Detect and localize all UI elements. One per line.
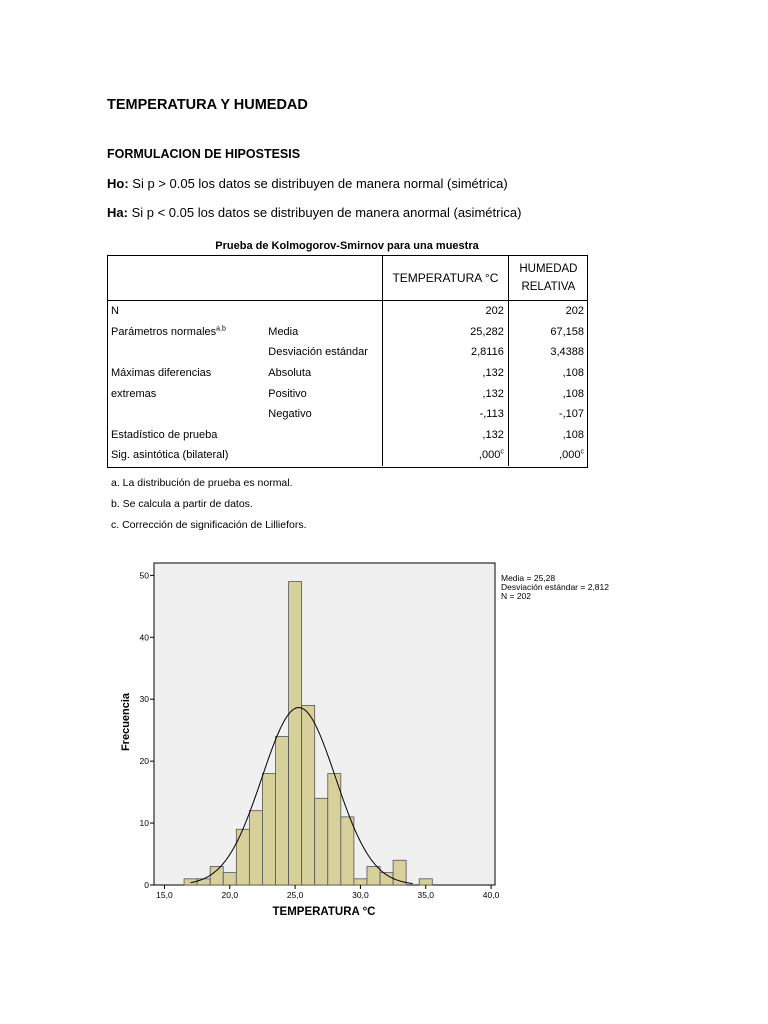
table-note: c. Corrección de significación de Lilliefors. [111, 519, 307, 531]
histogram-bar [315, 798, 328, 885]
x-axis-ticks [156, 885, 499, 900]
histogram-bar [223, 873, 236, 885]
histogram-bar [354, 879, 367, 885]
footnote-mark: c [580, 448, 584, 456]
x-tick-label: 15,0 [156, 890, 173, 900]
table-note: a. La distribución de prueba es normal. [111, 477, 293, 489]
cell-temp: 202 [383, 301, 509, 322]
hypothesis-text: Si p > 0.05 los datos se distribuyen de manera normal (simétrica) [128, 176, 508, 191]
header-humedad-line2: RELATIVA [521, 280, 576, 293]
row-label-text: Parámetros normales [111, 325, 217, 338]
legend-mean: Media = 25,28 [501, 573, 556, 583]
histogram-bar [367, 866, 380, 885]
y-tick-label: 10 [139, 818, 149, 829]
histogram-bar [276, 736, 289, 885]
row-label: Máximas diferencias [111, 367, 212, 380]
histogram-bar [328, 774, 341, 885]
y-tick-label: 40 [139, 632, 149, 643]
row-sublabel: Media [268, 325, 299, 338]
hypothesis-label: Ho: [107, 176, 129, 191]
row-sublabel: Desviación estándar [268, 346, 368, 359]
cell-temp: ,132 [383, 425, 509, 446]
hypothesis-label: Ha: [107, 205, 128, 220]
cell-value: ,000 [559, 449, 581, 462]
section-heading: FORMULACION DE HIPOSTESIS [107, 147, 301, 161]
cell-temp: 25,282 [383, 322, 509, 343]
cell-hum: -,107 [508, 404, 588, 425]
header-temperatura: TEMPERATURA °C [383, 255, 509, 301]
cell-hum: 3,4388 [508, 342, 588, 363]
cell-hum: 67,158 [508, 322, 588, 343]
histogram-bar [262, 774, 275, 885]
cell-temp: 2,8116 [383, 342, 509, 363]
header-humedad-line1: HUMEDAD [519, 262, 578, 275]
row-label: Estadístico de prueba [111, 428, 218, 441]
row-label: Sig. asintótica (bilateral) [111, 449, 229, 462]
cell-hum: 202 [508, 301, 588, 322]
footnote-mark: a,b [216, 325, 226, 333]
y-axis-label: Frecuencia [120, 692, 132, 752]
row-sublabel: Positivo [268, 387, 307, 400]
cell-temp: ,132 [383, 363, 509, 384]
x-axis-label: TEMPERATURA °C [272, 906, 376, 918]
cell-hum: ,108 [508, 363, 588, 384]
histogram-bar [210, 866, 223, 885]
cell-hum: ,108 [508, 383, 588, 404]
table-note: b. Se calcula a partir de datos. [111, 498, 253, 510]
y-tick-label: 0 [144, 880, 149, 890]
row-label: N [111, 305, 119, 318]
histogram-bar [419, 879, 432, 885]
table-caption: Prueba de Kolmogorov-Smirnov para una muestra [215, 240, 479, 252]
cell-temp: ,132 [383, 383, 509, 404]
x-tick-label: 35,0 [417, 890, 435, 900]
row-sublabel: Negativo [268, 408, 312, 421]
y-tick-label: 20 [139, 756, 149, 767]
cell-temp: -,113 [383, 404, 509, 425]
footnote-mark: c [500, 448, 504, 456]
histogram-bar [341, 817, 354, 885]
histogram-bar [197, 879, 210, 885]
y-tick-label: 50 [139, 570, 149, 581]
histogram-bar [289, 582, 302, 885]
x-tick-label: 25,0 [286, 890, 304, 900]
legend-n: N = 202 [501, 591, 532, 601]
row-label: extremas [111, 387, 157, 400]
y-tick-label: 30 [139, 694, 149, 705]
x-tick-label: 40,0 [482, 890, 500, 900]
y-axis-ticks [140, 570, 154, 890]
cell-value: ,000 [478, 449, 501, 462]
cell-hum: ,108 [508, 425, 588, 446]
row-sublabel: Absoluta [268, 367, 312, 380]
histogram-bar [249, 811, 262, 885]
histogram-bar [236, 829, 249, 885]
histogram-bar [302, 705, 315, 885]
hypothesis-text: Si p < 0.05 los datos se distribuyen de manera anormal (asimétrica) [127, 205, 522, 220]
page-title: TEMPERATURA Y HUMEDAD [107, 97, 308, 113]
x-tick-label: 30,0 [352, 890, 369, 900]
legend-sd: Desviación estándar = 2,812 [501, 582, 609, 592]
x-tick-label: 20,0 [221, 890, 239, 900]
